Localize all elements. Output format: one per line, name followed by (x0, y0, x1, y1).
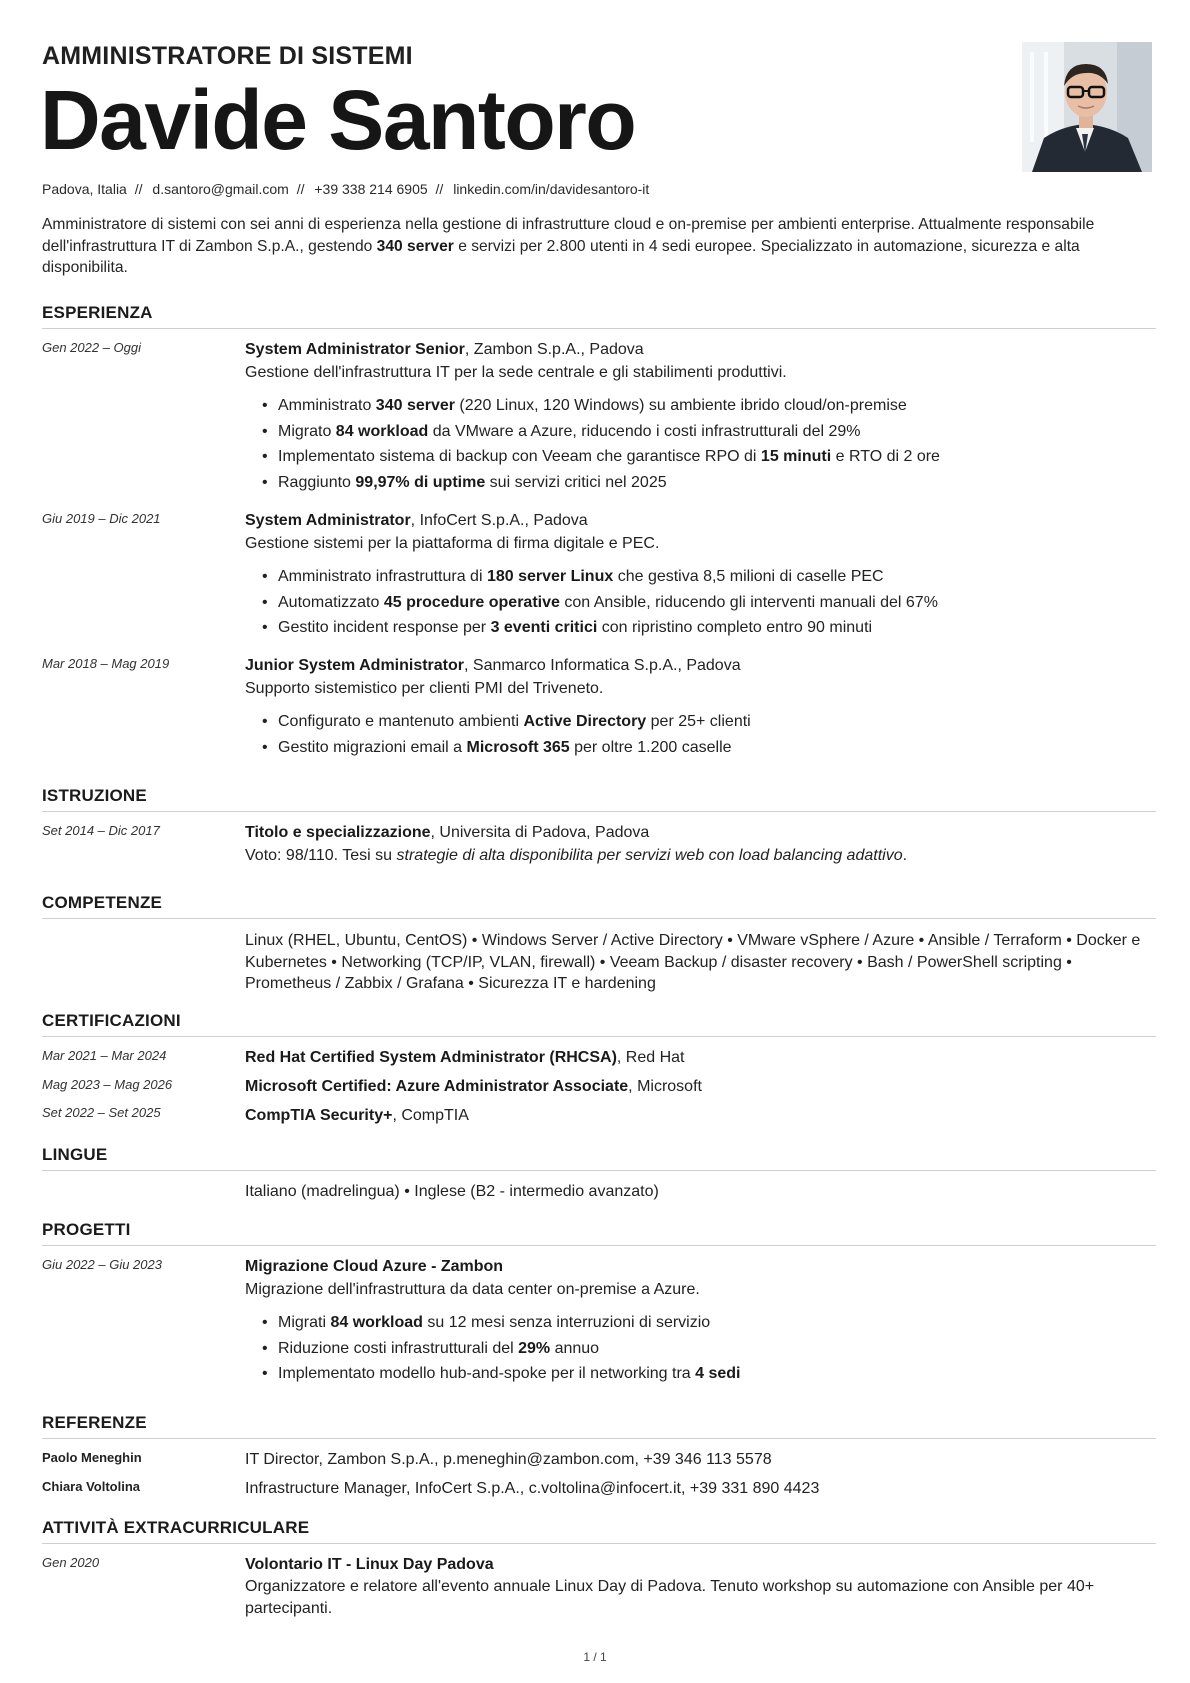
section-title-skills: COMPETENZE (42, 893, 163, 912)
languages-list: Italiano (madrelingua) • Inglese (B2 - intermedio avanzato) (245, 1183, 659, 1200)
experience-date: Mar 2018 – Mag 2019 (42, 656, 170, 671)
certification-date: Mar 2021 – Mar 2024 (42, 1048, 167, 1063)
candidate-name: Davide Santoro (40, 73, 636, 167)
phone-number[interactable]: +39 338 214 6905 (314, 181, 428, 197)
separator: // (296, 181, 305, 197)
job-description: Gestione dell'infrastruttura IT per la sede centrale e gli stabilimenti produttivi. (245, 364, 787, 381)
summary-highlight: 340 server (376, 237, 454, 255)
project-date: Giu 2022 – Giu 2023 (42, 1257, 162, 1272)
section-divider (42, 1543, 1156, 1544)
section-divider (42, 1245, 1156, 1246)
achievement-item: • Amministrato 340 server (220 Linux, 120 Windows) su ambiente ibrido cloud/on-premise (262, 393, 1156, 419)
section-title-references: REFERENZE (42, 1413, 147, 1432)
section-divider (42, 918, 1156, 919)
linkedin-link[interactable]: linkedin.com/in/davidesantoro-it (453, 181, 650, 197)
school-name: , Universita di Padova, Padova (430, 824, 650, 841)
experience-entry (245, 338, 1156, 495)
certification-name: Red Hat Certified System Administrator (RHCSA) (245, 1049, 617, 1066)
education-entry (245, 821, 1156, 867)
education-description: Voto: 98/110. Tesi su strategie di alta disponibilita per servizi web con load balancing adattivo. (245, 847, 908, 864)
achievement-item: • Gestito migrazioni email a Microsoft 365 per oltre 1.200 caselle (262, 735, 1156, 761)
activity-entry (245, 1553, 1156, 1619)
experience-entry (245, 654, 1156, 760)
certification-issuer: , Microsoft (628, 1078, 702, 1095)
job-company: , InfoCert S.p.A., Padova (410, 512, 588, 529)
achievement-list (245, 393, 1156, 495)
job-role: Junior System Administrator (245, 657, 465, 674)
certification-date: Set 2022 – Set 2025 (42, 1105, 161, 1120)
email-link[interactable]: d.santoro@gmail.com (152, 181, 289, 197)
profile-summary (42, 214, 1156, 279)
section-divider (42, 1036, 1156, 1037)
reference-contact: Infrastructure Manager, InfoCert S.p.A., c.voltolina@infocert.it, +39 331 890 4423 (245, 1480, 820, 1497)
achievement-item: • Migrati 84 workload su 12 mesi senza interruzioni di servizio (262, 1310, 1156, 1336)
page-number: 1 / 1 (583, 1650, 607, 1664)
achievement-item: • Migrato 84 workload da VMware a Azure, riducendo i costi infrastrutturali del 29% (262, 419, 1156, 445)
certification-name: Microsoft Certified: Azure Administrator Associate (245, 1078, 629, 1095)
section-divider (42, 328, 1156, 329)
activity-description: Organizzatore e relatore all'evento annuale Linux Day di Padova. Tenuto workshop su automazione con Ansible per 40+ partecipanti. (245, 1578, 1095, 1617)
activity-date: Gen 2020 (42, 1555, 100, 1570)
reference-contact: IT Director, Zambon S.p.A., p.meneghin@zambon.com, +39 346 113 5578 (245, 1451, 772, 1468)
experience-date: Giu 2019 – Dic 2021 (42, 511, 161, 526)
section-title-education: ISTRUZIONE (42, 786, 147, 805)
job-title: AMMINISTRATORE DI SISTEMI (42, 42, 413, 70)
summary-text: Amministratore di sistemi con sei anni di esperienza nella gestione di infrastrutture cloud e on-premise per ambienti enterprise. Attualmente responsabile dell'infrastruttura IT di Zambon S.p.A., gestendo (42, 216, 1095, 255)
section-divider (42, 1170, 1156, 1171)
experience-entry (245, 509, 1156, 641)
summary-text: e servizi per 2.800 utenti in 4 sedi europee. Specializzato in automazione, sicurezza e alta disponibilita. (42, 237, 1080, 276)
certification-date: Mag 2023 – Mag 2026 (42, 1077, 173, 1092)
achievement-item: • Gestito incident response per 3 eventi critici con ripristino completo entro 90 minuti (262, 615, 1156, 641)
education-date: Set 2014 – Dic 2017 (42, 823, 160, 838)
certification-item (245, 1046, 1156, 1069)
certification-item (245, 1104, 1156, 1127)
reference-name: Chiara Voltolina (42, 1479, 140, 1494)
job-role: System Administrator Senior (245, 341, 465, 358)
section-divider (42, 1438, 1156, 1439)
achievement-item: • Implementato modello hub-and-spoke per il networking tra 4 sedi (262, 1361, 1156, 1387)
achievement-item: • Configurato e mantenuto ambienti Active Directory per 25+ clienti (262, 709, 1156, 735)
project-achievement-list (245, 1310, 1156, 1387)
section-title-certifications: CERTIFICAZIONI (42, 1011, 181, 1030)
degree-title: Titolo e specializzazione (245, 824, 431, 841)
section-title-extracurricular: ATTIVITÀ EXTRACURRICULARE (42, 1518, 310, 1537)
achievement-item: • Riduzione costi infrastrutturali del 29% annuo (262, 1336, 1156, 1362)
job-company: , Zambon S.p.A., Padova (464, 341, 644, 358)
separator: // (134, 181, 143, 197)
job-role: System Administrator (245, 512, 411, 529)
section-title-experience: ESPERIENZA (42, 303, 153, 322)
project-title: Migrazione Cloud Azure - Zambon (245, 1258, 504, 1275)
achievement-item: • Raggiunto 99,97% di uptime sui servizi critici nel 2025 (262, 470, 1156, 496)
location: Padova, Italia (42, 181, 127, 197)
job-description: Gestione sistemi per la piattaforma di firma digitale e PEC. (245, 535, 660, 552)
certification-issuer: , Red Hat (616, 1049, 685, 1066)
job-description: Supporto sistemistico per clienti PMI del Triveneto. (245, 680, 604, 697)
project-description: Migrazione dell'infrastruttura da data center on-premise a Azure. (245, 1281, 700, 1298)
achievement-list (245, 564, 1156, 641)
activity-title: Volontario IT - Linux Day Padova (245, 1556, 494, 1573)
achievement-item: • Implementato sistema di backup con Veeam che garantisce RPO di 15 minuti e RTO di 2 ore (262, 444, 1156, 470)
job-company: , Sanmarco Informatica S.p.A., Padova (464, 657, 741, 674)
certification-issuer: , CompTIA (392, 1107, 469, 1124)
project-entry (245, 1255, 1156, 1387)
section-divider (42, 811, 1156, 812)
section-title-languages: LINGUE (42, 1145, 108, 1164)
section-title-projects: PROGETTI (42, 1220, 131, 1239)
reference-name: Paolo Meneghin (42, 1450, 142, 1465)
achievement-item: • Automatizzato 45 procedure operative con Ansible, riducendo gli interventi manuali del 67% (262, 590, 1156, 616)
certification-item (245, 1075, 1156, 1098)
skills-list: Linux (RHEL, Ubuntu, CentOS) • Windows Server / Active Directory • VMware vSphere / Azure • Ansible / Terraform • Docker e Kubernetes • Networking (TCP/IP, VLAN, firewall) • Veeam Backup / disaster recovery • Bash / PowerShell scripting • Prometheus / Zabbix / Grafana • Sicurezza IT e hardening (245, 932, 1141, 992)
achievement-list (245, 709, 1156, 760)
separator: // (435, 181, 444, 197)
experience-date: Gen 2022 – Oggi (42, 340, 142, 355)
profile-photo (1022, 42, 1152, 172)
certification-name: CompTIA Security+ (245, 1107, 393, 1124)
contact-line (42, 181, 649, 197)
achievement-item: • Amministrato infrastruttura di 180 server Linux che gestiva 8,5 milioni di caselle PEC (262, 564, 1156, 590)
